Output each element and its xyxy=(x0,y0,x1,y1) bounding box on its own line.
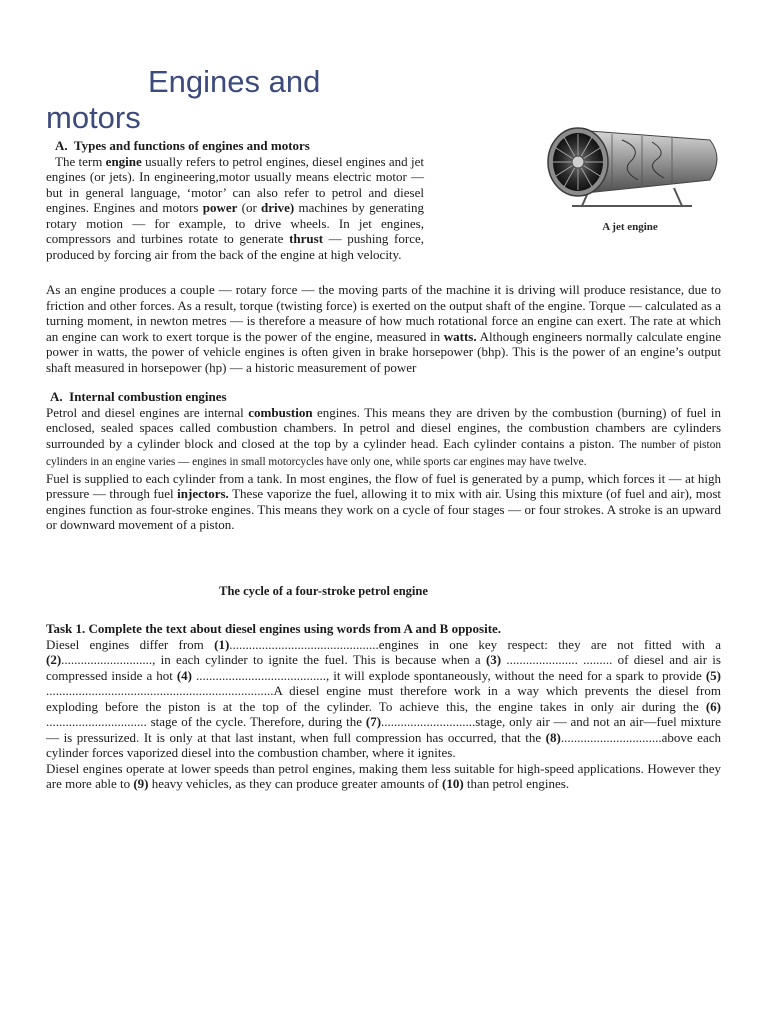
text-run: .............................stage, only air — and not an air—fuel mixture — is pressurized. It is only at that last instant, when full compression has occurred, that the xyxy=(46,714,722,745)
bold-term: (8) xyxy=(545,729,561,745)
bold-term: thrust xyxy=(289,231,324,246)
text-run: Diesel engines differ from xyxy=(46,636,215,652)
text-run: Fuel is supplied to each cylinder from a tank. In most engines, the flow of fuel is generated by a pump, which forces it — at high pressure — through fuel xyxy=(46,470,721,501)
combustion-paragraph xyxy=(46,405,721,471)
section-b-heading: A. Internal combustion engines xyxy=(50,389,227,404)
bold-term: (5) xyxy=(705,667,721,683)
title-line-1: Engines and xyxy=(148,64,321,99)
text-run: ...............................above each cylinder forces vaporized diesel into the combustion chamber, where it ignites. xyxy=(46,729,721,760)
section-a-paragraph xyxy=(46,154,424,263)
text-run: ..............................................engines in one key respect: they are not fitted with a xyxy=(229,636,721,652)
section-types-and-functions xyxy=(46,138,424,262)
bold-term: (6) xyxy=(705,698,721,714)
bold-term: drive) xyxy=(261,200,295,215)
bold-term: (9) xyxy=(133,776,149,791)
page-title xyxy=(46,64,320,136)
text-run: Petrol and diesel engines are internal xyxy=(46,404,249,420)
text-run: The term xyxy=(55,153,106,169)
jet-engine-photo xyxy=(542,110,726,214)
text-run: heavy vehicles, as they can produce greater amounts of xyxy=(148,776,442,791)
section-a-heading: A. Types and functions of engines and motors xyxy=(55,138,310,153)
task-paragraph-1 xyxy=(46,637,721,761)
bold-term: power xyxy=(202,200,238,215)
text-run: ...................... ......... of diesel and air is compressed inside a hot xyxy=(46,652,721,683)
jet-engine-illustration xyxy=(542,110,726,214)
bold-term: (2) xyxy=(46,652,62,667)
bold-term: (1) xyxy=(214,636,230,652)
combustion-paragraph-small: The number of piston cylinders in an engine varies — engines in small motorcycles have only one, while sports car engines may have twelve. xyxy=(46,438,721,468)
title-line-2: motors xyxy=(46,100,141,135)
text-run: Although engineers normally calculate engine power in watts, the power of vehicle engines is often given in brake horsepower (bhp). This is the power of an engine’s output shaft measured in horsepower (hp) — a historic measurement of power xyxy=(46,328,721,375)
bold-term: injectors. xyxy=(177,486,229,501)
section-internal-combustion xyxy=(46,389,721,533)
text-run: — pushing force, produced by forcing air from the back of the engine at high velocity. xyxy=(46,231,424,262)
text-run: ............................... stage of the cycle. Therefore, during the xyxy=(46,714,366,729)
bold-term: (4) xyxy=(176,667,193,683)
text-run: machines by generating rotary motion — for example, to drive wheels. In jet engines, compressors and turbines rotate to generate xyxy=(46,200,424,246)
text-run: ........................................, it will explode spontaneously, without the need for a spark to provide xyxy=(192,667,706,683)
task-heading: Task 1. Complete the text about diesel engines using words from A and B opposite. xyxy=(46,621,502,636)
torque-section xyxy=(46,282,721,375)
text-run: Diesel engines operate at lower speeds than petrol engines, making them less suitable for high-speed applications. However they are more able to xyxy=(46,760,721,791)
task-paragraph-2 xyxy=(46,761,721,792)
text-run: engines. This means they are driven by the combustion (burning) of fuel in enclosed, sealed spaces called combustion chambers. In petrol and diesel engines, the combustion chambers are cylinders surrounded by a cylinder block and closed at the top by a cylinder head. Each cylinder contains a piston. xyxy=(46,404,721,451)
text-run: As an engine produces a couple — rotary force — the moving parts of the machine it is driving will produce resistance, due to friction and other forces. As a result, torque (twisting force) is exerted on the output shaft of the engine. Torque — calculated as a turning moment, in newton metres — is therefore a measure of how much rotational force an engine can exert. The rate at which an engine can work to exert torque is the power of the engine, measured in xyxy=(46,282,721,344)
image-caption: A jet engine xyxy=(602,221,658,233)
text-run: (or xyxy=(237,200,262,215)
bold-term: combustion xyxy=(248,404,313,420)
text-run: ......................................................................A diesel engine must therefore work in a way which prevents the diesel from exploding before the piston is at the top of the cylinder. To achieve this, the engine takes in only air during the xyxy=(46,683,721,714)
bold-term: (10) xyxy=(441,776,464,791)
cycle-caption: The cycle of a four-stroke petrol engine xyxy=(219,584,428,598)
task-1 xyxy=(46,621,721,792)
bold-term: watts. xyxy=(443,328,477,344)
bold-term: engine xyxy=(105,153,142,169)
fuel-paragraph xyxy=(46,471,721,533)
text-run: than petrol engines. xyxy=(463,776,570,791)
bold-term: (3) xyxy=(485,652,502,667)
text-run: usually refers to petrol engines, diesel engines and jet engines (or jets). In engineering,motor usually means electric motor — but in general language, ‘motor’ can also refer to petrol and diesel engines. Engines and motors xyxy=(46,153,424,215)
torque-paragraph xyxy=(46,282,721,375)
text-run: ............................, in each cylinder to ignite the fuel. This is because when a xyxy=(61,652,486,667)
bold-term: (7) xyxy=(365,714,382,729)
text-run: These vaporize the fuel, allowing it to mix with air. Using this mixture (of fuel and air), most engines function as four-stroke engines. This means they work on a cycle of four stages — or four strokes. A stroke is an upward or downward movement of a piston. xyxy=(46,486,721,532)
